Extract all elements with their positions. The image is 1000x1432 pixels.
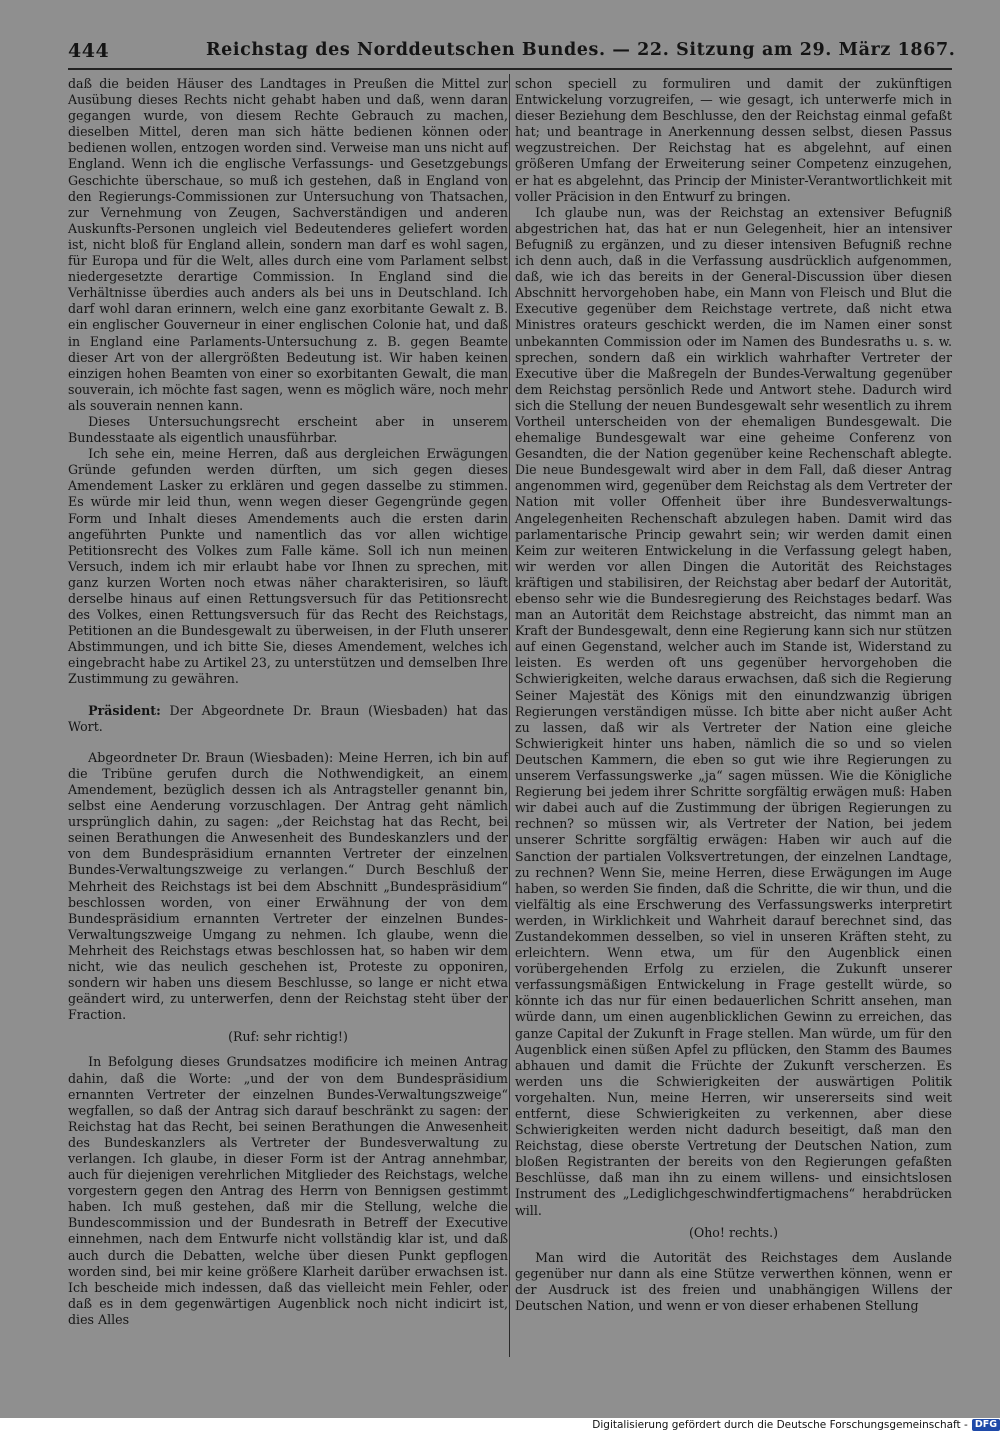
right-column [515,76,952,1314]
paragraph: Ich sehe ein, meine Herren, daß aus dergleichen Erwägungen Gründe gefunden werden dürften, um sich gegen dieses Amendement Lasker zu erklären und gegen dasselbe zu stimmen. Es würde mir leid thun, wenn wegen dieser Gegengründe gegen Form und Inhalt dieses Amendements auch die ersten darin angeführten Punkte und namentlich das vor allen wichtige Petitionsrecht des Volkes zum Falle käme. Soll ich nun meinen Versuch, indem ich mir erlaubt habe vor Ihnen zu sprechen, mit ganz kurzen Worten noch etwas näher charakterisiren, so läuft derselbe hinaus auf einen Rettungsversuch für das Petitionsrecht des Volkes, einen Rettungsversuch für das Recht des Reichstags, Petitionen an die Bundesgewalt zu überweisen, in der Fluth unserer Abstimmungen, und ich bitte Sie, dieses Amendement, welches ich eingebracht habe zu Artikel 23, zu unterstützen und demselben Ihre Zustimmung zu gewähren. [68,446,508,687]
president-paragraph: Präsident: Der Abgeordnete Dr. Braun (Wiesbaden) hat das Wort. [68,702,508,734]
paragraph: daß die beiden Häuser des Landtages in Preußen die Mittel zur Ausübung dieses Rechts nicht gehabt haben und daß, wenn daran gegangen wurde, von diesem Rechte Gebrauch zu machen, dieselben Mittel, deren man sich hätte bedienen können oder bedienen wollen, entzogen worden sind. Verweise man uns nicht auf England. Wenn ich die englische Verfassungs- und Gesetzgebungs Geschichte überschaue, so muß ich gestehen, daß in England von den Regierungs-Commissionen zur Untersuchung von Thatsachen, zur Vernehmung von Zeugen, Sachverständigen und anderen Auskunfts-Personen ungleich viel Bedeutenderes geliefert worden ist, nicht bloß für England allein, sondern man darf es wohl sagen, für Europa und für die Welt, alles durch eine vom Parlament selbst niedergesetzte derartige Commission. In England sind die Verhältnisse überdies auch anders als bei uns in Deutschland. Ich darf wohl daran erinnern, welch eine ganz exorbitante Gewalt z. B. ein englischer Gouverneur in einer englischen Colonie hat, und daß in England eine Parlaments-Untersuchung z. B. gegen Beamte dieser Art von der allergrößten Bedeutung ist. Wir haben keinen einzigen hohen Beamten von einer so exorbitanten Gewalt, die man souverain, ich möchte fast sagen, wenn es möglich wäre, noch mehr als souverain nennen kann. [68,76,508,413]
paragraph: Dieses Untersuchungsrecht erscheint aber in unserem Bundesstaate als eigentlich unausführbar. [68,413,508,446]
paragraph: Man wird die Autorität des Reichstages dem Auslande gegenüber nur dann als eine Stütze verwerthen können, wenn er der Ausdruck ist des freien und unabhängigen Willens der Deutschen Nation, und wenn er von dieser erhabenen Stellung [515,1249,952,1314]
page-number: 444 [68,40,110,62]
interjection: (Oho! rechts.) [688,1224,779,1240]
speech-paragraph: Abgeordneter Dr. Braun (Wiesbaden): Meine Herren, ich bin auf die Tribüne gerufen durch die Nothwendigkeit, an einem Amendement, bezüglich dessen ich als Antragsteller genannt bin, selbst eine Aenderung vorzuschlagen. Der Antrag geht nämlich ursprünglich dahin, zu sagen: „der Reichstag hat das Recht, bei seinen Berathungen die Anwesenheit des Bundeskanzlers und der von dem Bundespräsidium ernannten Vertreter der einzelnen Bundes-Verwaltungszweige zu verlangen.“ Durch Beschluß der Mehrheit des Reichstags ist bei dem Abschnitt „Bundespräsidium“ beschlossen worden, von einer Erwähnung der von dem Bundespräsidium ernannten Vertreter der einzelnen Bundes-Verwaltungszweige Umgang zu nehmen. Ich glaube, wenn die Mehrheit des Reichstags etwas beschlossen hat, so haben wir dem nicht, wie das neulich geschehen ist, Proteste zu opponiren, sondern wir haben uns diesem Beschlusse, so lange er nicht etwa geändert wird, zu unterwerfen, denn der Reichstag steht über der Fraction. [68,749,508,1023]
header-rule [68,68,952,70]
paragraph: Ich glaube nun, was der Reichstag an extensiver Befugniß abgestrichen hat, das hat er nun Gelegenheit, hier an intensiver Befugniß zu ergänzen, und zu dieser intensiven Befugniß rechne ich denn auch, daß in die Verfassung ausdrücklich aufgenommen, daß, wie ich das bereits in der General-Discussion über diesen Abschnitt hervorgehoben habe, ein Mann von Fleisch und Blut die Executive gegenüber dem Reichstage vertrete, daß nicht etwa Ministres orateurs geschickt werden, die im Namen einer sonst unbekannten Commission oder im Namen des Bundesraths u. s. w. sprechen, sondern daß ein wirklich wahrhafter Vertreter der Executive über die Maßregeln der Bundes-Verwaltung gegenüber dem Reichstag persönlich Rede und Antwort stehe. Dadurch wird sich die Stellung der neuen Bundesgewalt sehr wesentlich zu ihrem Vortheil unterscheiden von der ehemaligen Bundesgewalt. Die ehemalige Bundesgewalt war eine geheime Conferenz von Gesandten, die der Nation gegenüber keine Rechenschaft ablegte. Die neue Bundesgewalt wird aber in dem Fall, daß dieser Antrag angenommen wird, gegenüber dem Reichstag als dem Vertreter der Nation mit voller Offenheit über ihre Bundesverwaltungs-Angelegenheiten Rechenschaft abzulegen haben. Damit wird das parlamentarische Princip gewahrt sein; wir werden damit einen Keim zur weiteren Entwickelung in die Verfassung gelegt haben, wir werden vor allen Dingen die Autorität des Reichstages kräftigen und stabilisiren, der Reichstag aber bedarf der Autorität, ebenso sehr wie die Bundesregierung des Reichstages bedarf. Was man an Autorität dem Reichstage abstreicht, das nimmt man an Kraft der Bundesgewalt, denn eine Regierung kann sich nur stützen auf einen Gegenstand, welcher auch im Stande ist, Widerstand zu leisten. Es werden oft uns gegenüber hervorgehoben die Schwierigkeiten, welche daraus erwachsen, daß sich die Regierung Seiner Majestät des Königs mit den einundzwanzig übrigen Regierungen verständigen müsse. Ich bitte aber nicht außer Acht zu lassen, daß wir als Vertreter der Nation eine gleiche Schwierigkeit hinter uns haben, nämlich die so und so vielen Deutschen Kammern, die eben so gut wie ihre Regierungen zu unserem Verfassungswerke „ja“ sagen müssen. Wie die Königliche Regierung bei jedem ihrer Schritte sorgfältig erwägen muß: Haben wir dabei auch auf die Zustimmung der übrigen Regierungen zu rechnen? so müssen wir, als Vertreter der Nation, bei jedem unserer Schritte sorgfältig erwägen: Haben wir auch auf die Sanction der partialen Volksvertretungen, der einzelnen Landtage, zu rechnen? Wenn Sie, meine Herren, diese Erwägungen im Auge haben, so werden Sie finden, daß die Schritte, die wir thun, und die vielfältig als eine Erschwerung des Verfassungswerks interpretirt werden, in Wirklichkeit und Wahrheit darauf berechnet sind, das Zustandekommen desselben, so viel in unseren Kräften steht, zu erleichtern. Wenn etwa, um für den Augenblick einen vorübergehenden Erfolg zu erzielen, die Zukunft unserer verfassungsmäßigen Entwickelung in Frage gestellt würde, so könnte ich das nur für einen bedauerlichen Schritt ansehen, man würde dann, um einen augenblicklichen Gewinn zu erreichen, das ganze Capital der Zukunft in Frage stellen. Man würde, um für den Augenblick einen süßen Apfel zu pflücken, den Stamm des Baumes abhauen und damit die Früchte der Zukunft verscherzen. Es werden uns die Schwierigkeiten der auswärtigen Politik vorgehalten. Nun, meine Herren, wir unsererseits sind weit entfernt, diese Schwierigkeiten zu verkennen, aber diese Schwierigkeiten werden nicht dadurch beseitigt, daß man den Reichstag, diese oberste Vertretung der Deutschen Nation, zum bloßen Registranten der bereits von den Regierungen gefaßten Beschlüsse, daß man ihn zu einem willens- und einsichtslosen Instrument des „Lediglichgeschwindfertigmachens“ herabdrücken will. [515,204,952,1218]
interjection: (Ruf: sehr richtig!) [228,1029,348,1045]
column-divider [509,74,510,1357]
running-title: Reichstag des Norddeutschen Bundes. — 22. Sitzung am 29. März 1867. [206,40,956,60]
spacer [68,688,508,703]
paragraph: schon speciell zu formuliren und damit der zukünftigen Entwickelung vorzugreifen, — wie gesagt, ich unterwerfe mich in dieser Beziehung dem Beschlusse, den der Reichstag einmal gefaßt hat; und beantrage in Anerkennung dessen selbst, diesen Passus wegzustreichen. Der Reichstag hat es abgelehnt, auf einen größeren Umfang der Erweiterung seiner Competenz einzugehen, er hat es abgelehnt, das Princip der Minister-Verantwortlichkeit mit voller Präcision in den Entwurf zu bringen. [515,76,952,204]
spacer [68,735,508,750]
paragraph: In Befolgung dieses Grundsatzes modificire ich meinen Antrag dahin, daß die Worte: „und der von dem Bundespräsidium ernannten Vertreter der einzelnen Bundes-Verwaltungszweige“ wegfallen, so daß der Antrag sich darauf beschränkt zu sagen: der Reichstag hat das Recht, bei seinen Berathungen die Anwesenheit des Bundeskanzlers als Vertreter der Bundesverwaltung zu verlangen. Ich glaube, in dieser Form ist der Antrag annehmbar, auch für diejenigen verehrlichen Mitglieder des Reichstags, welche vorgestern gegen den Antrag des Herrn von Bennigsen gestimmt haben. Ich muß gestehen, daß mir die Stellung, welche die Bundescommission und der Bundesrath in Betreff der Executive einnehmen, nach dem Entwurfe nicht vollständig klar ist, und daß auch durch die Debatten, welche über diesen Punkt gepflogen worden sind, bei mir keine größere Klarheit darüber erwachsen ist. Ich bescheide mich indessen, daß das vielleicht mein Fehler, oder daß es in dem gegenwärtigen Augenblick noch nicht indicirt ist, dies Alles [68,1054,508,1327]
footer-text: Digitalisierung gefördert durch die Deutsche Forschungsgemeinschaft - [592,1419,968,1431]
speaker-label: Präsident: [88,702,161,718]
left-column [68,76,508,1328]
page-header [68,38,956,66]
dfg-logo: DFG [972,1419,1000,1431]
digitization-footer [560,1419,1000,1432]
